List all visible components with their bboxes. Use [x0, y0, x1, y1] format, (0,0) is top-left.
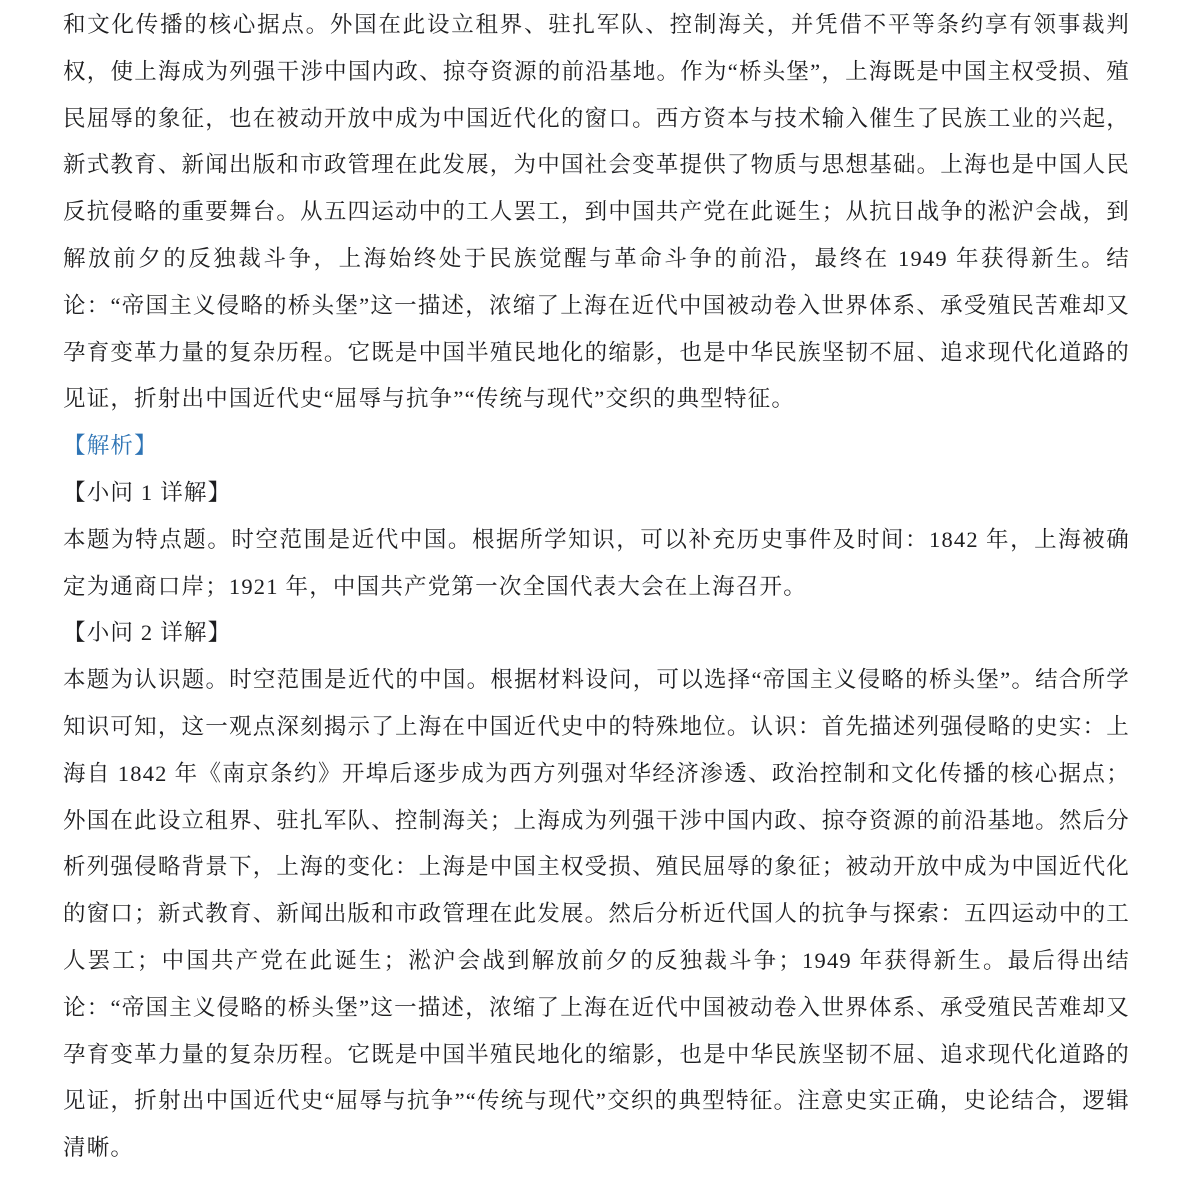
subquestion-1-heading: 【小问 1 详解】 [63, 479, 232, 505]
analysis-heading: 【解析】 [63, 433, 158, 459]
answer-paragraph-continued: 和文化传播的核心据点。外国在此设立租界、驻扎军队、控制海关，并凭借不平等条约享有领事裁判权，使上海成为列强干涉中国内政、掠夺资源的前沿基地。作为“桥头堡”，上海既是中国主权受损、殖民屈辱的象征，也在被动开放中成为中国近代化的窗口。西方资本与技术输入催生了民族工业的兴起，新式教育、新闻出版和市政管理在此发展，为中国社会变革提供了物质与思想基础。上海也是中国人民反抗侵略的重要舞台。从五四运动中的工人罢工，到中国共产党在此诞生；从抗日战争的淞沪会战，到解放前夕的反独裁斗争，上海始终处于民族觉醒与革命斗争的前沿，最终在 1949 年获得新生。结论：“帝国主义侵略的桥头堡”这一描述，浓缩了上海在近代中国被动卷入世界体系、承受殖民苦难却又孕育变革力量的复杂历程。它既是中国半殖民地化的缩影，也是中华民族坚韧不屈、追求现代化道路的见证，折射出中国近代史“屈辱与抗争”“传统与现代”交织的典型特征。 [63, 12, 1130, 412]
subquestion-2-body: 本题为认识题。时空范围是近代的中国。根据材料设问，可以选择“帝国主义侵略的桥头堡”。结合所学知识可知，这一观点深刻揭示了上海在中国近代史中的特殊地位。认识：首先描述列强侵略的史实：上海自 1842 年《南京条约》开埠后逐步成为西方列强对华经济渗透、政治控制和文化传播的核心据点；外国在此设立租界、驻扎军队、控制海关；上海成为列强干涉中国内政、掠夺资源的前沿基地。然后分析列强侵略背景下，上海的变化：上海是中国主权受损、殖民屈辱的象征；被动开放中成为中国近代化的窗口；新式教育、新闻出版和市政管理在此发展。然后分析近代国人的抗争与探索：五四运动中的工人罢工；中国共产党在此诞生；淞沪会战到解放前夕的反独裁斗争；1949 年获得新生。最后得出结论：“帝国主义侵略的桥头堡”这一描述，浓缩了上海在近代中国被动卷入世界体系、承受殖民苦难却又孕育变革力量的复杂历程。它既是中国半殖民地化的缩影，也是中华民族坚韧不屈、追求现代化道路的见证，折射出中国近代史“屈辱与抗争”“传统与现代”交织的典型特征。注意史实正确，史论结合，逻辑清晰。 [63, 667, 1130, 1161]
subquestion-1-body: 本题为特点题。时空范围是近代中国。根据所学知识，可以补充历史事件及时间：1842 年，上海被确定为通商口岸；1921 年，中国共产党第一次全国代表大会在上海召开。 [63, 526, 1130, 599]
subquestion-2-heading: 【小问 2 详解】 [63, 620, 232, 646]
